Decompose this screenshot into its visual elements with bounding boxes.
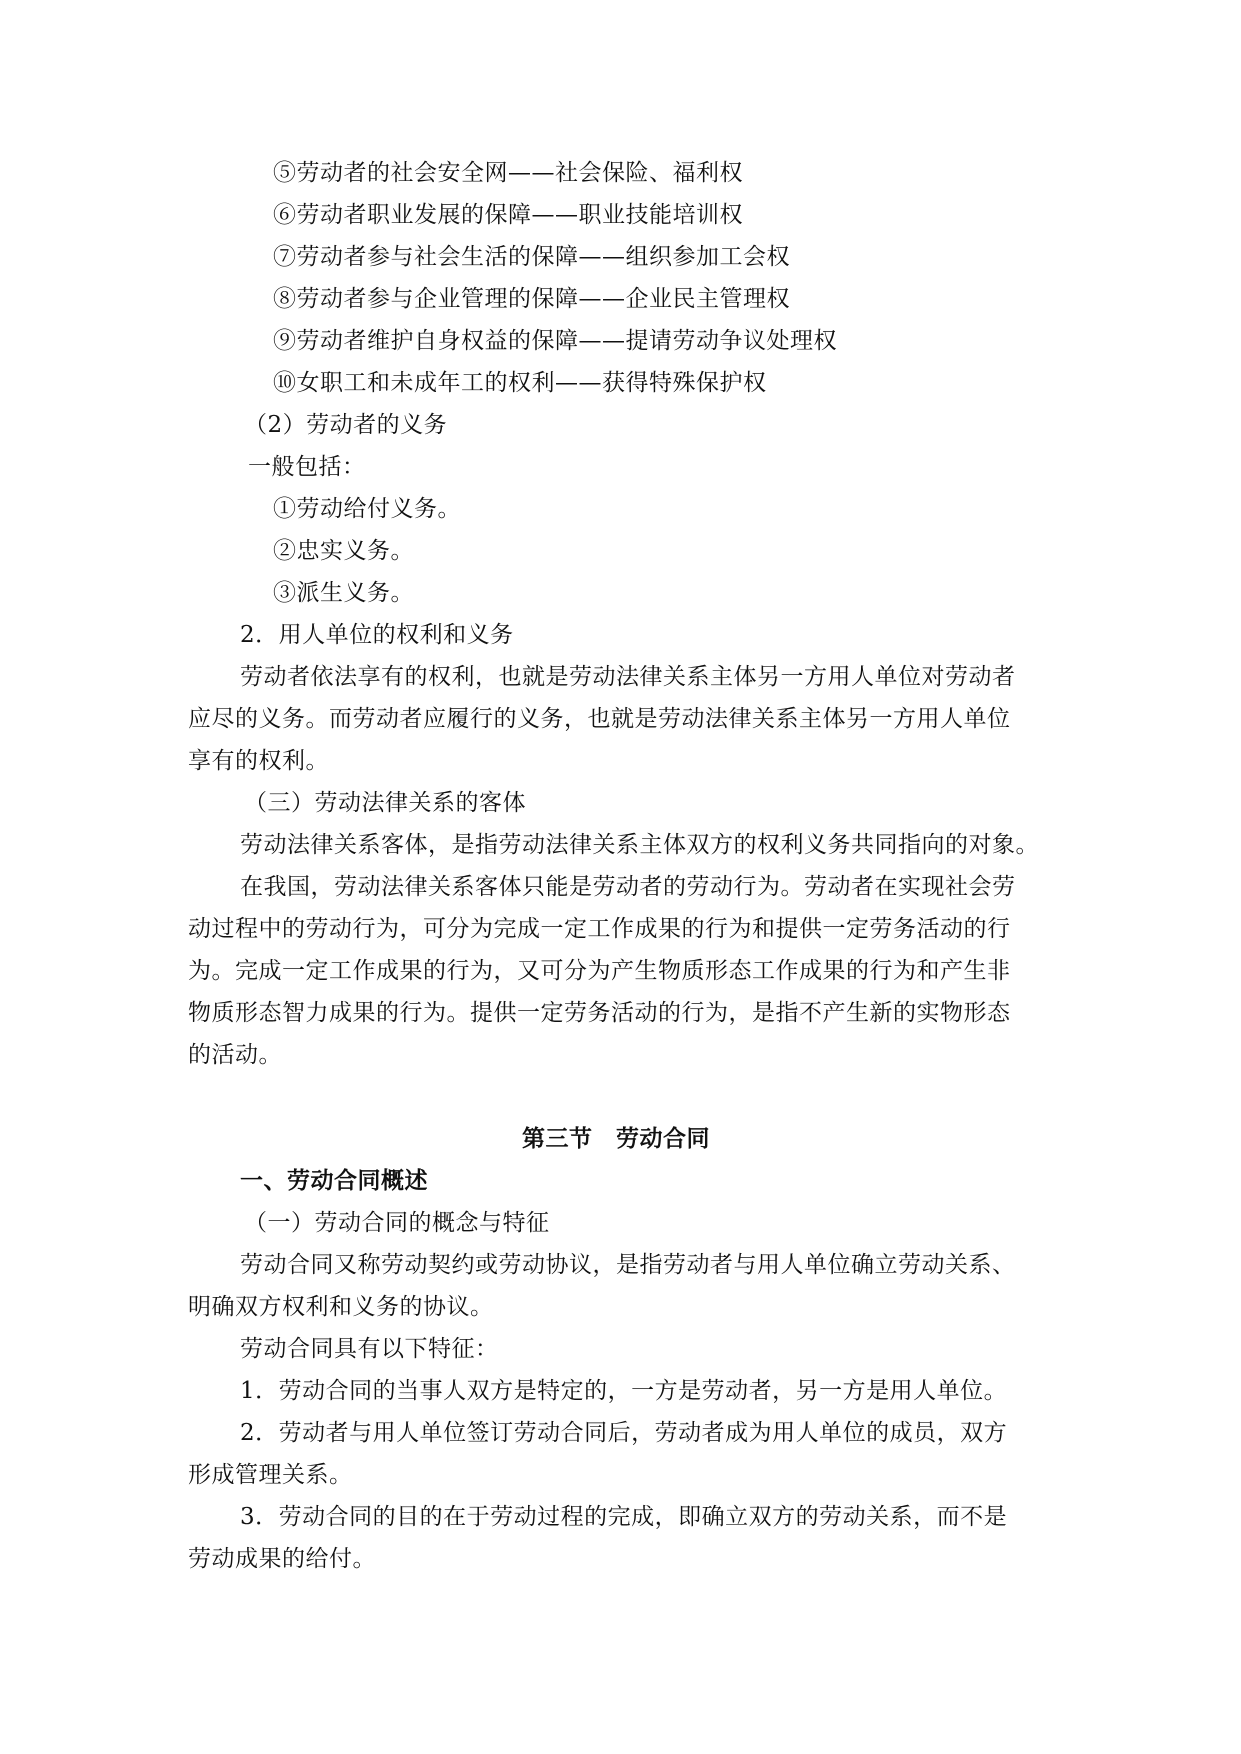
concept-para-line: 明确双方权利和义务的协议。: [188, 1294, 494, 1320]
object-para2-line: 在我国，劳动法律关系客体只能是劳动者的劳动行为。劳动者在实现社会劳: [240, 874, 1016, 900]
object-para1: 劳动法律关系客体，是指劳动法律关系主体双方的权利义务共同指向的对象。: [240, 832, 1039, 858]
object-para2-line: 的活动。: [188, 1042, 282, 1068]
section-title: 第三节 劳动合同: [522, 1125, 710, 1152]
employer-para-line: 享有的权利。: [188, 748, 329, 774]
rights-item-5: ⑤劳动者的社会安全网——社会保险、福利权: [273, 160, 743, 186]
duties-item-3: ③派生义务。: [273, 580, 414, 606]
feature-2-line: 2．劳动者与用人单位签订劳动合同后，劳动者成为用人单位的成员，双方: [240, 1420, 1008, 1446]
duties-item-1: ①劳动给付义务。: [273, 496, 461, 522]
rights-item-9: ⑨劳动者维护自身权益的保障——提请劳动争议处理权: [273, 328, 837, 354]
employer-para-line: 应尽的义务。而劳动者应履行的义务，也就是劳动法律关系主体另一方用人单位: [188, 706, 1011, 732]
employer-para-line: 劳动者依法享有的权利，也就是劳动法律关系主体另一方用人单位对劳动者: [240, 664, 1016, 690]
concept-heading: （一）劳动合同的概念与特征: [244, 1210, 550, 1236]
employer-heading: 2．用人单位的权利和义务: [240, 622, 514, 648]
feature-3-line: 3．劳动合同的目的在于劳动过程的完成，即确立双方的劳动关系，而不是: [240, 1504, 1008, 1530]
rights-item-6: ⑥劳动者职业发展的保障——职业技能培训权: [273, 202, 743, 228]
concept-para-line: 劳动合同又称劳动契约或劳动协议，是指劳动者与用人单位确立劳动关系、: [240, 1252, 1016, 1278]
duties-intro: 一般包括：: [248, 454, 366, 480]
duties-heading: （2）劳动者的义务: [244, 412, 448, 438]
rights-item-7: ⑦劳动者参与社会生活的保障——组织参加工会权: [273, 244, 790, 270]
duties-item-2: ②忠实义务。: [273, 538, 414, 564]
feature-2-line: 形成管理关系。: [188, 1462, 353, 1488]
part-heading: 一、劳动合同概述: [240, 1167, 428, 1194]
features-intro: 劳动合同具有以下特征：: [240, 1336, 499, 1362]
rights-item-10: ⑩女职工和未成年工的权利——获得特殊保护权: [273, 370, 767, 396]
object-para2-line: 动过程中的劳动行为，可分为完成一定工作成果的行为和提供一定劳务活动的行: [188, 916, 1011, 942]
object-heading: （三）劳动法律关系的客体: [244, 790, 526, 816]
rights-item-8: ⑧劳动者参与企业管理的保障——企业民主管理权: [273, 286, 790, 312]
object-para2-line: 物质形态智力成果的行为。提供一定劳务活动的行为，是指不产生新的实物形态: [188, 1000, 1011, 1026]
feature-3-line: 劳动成果的给付。: [188, 1546, 376, 1572]
feature-1: 1．劳动合同的当事人双方是特定的，一方是劳动者，另一方是用人单位。: [240, 1378, 1008, 1404]
object-para2-line: 为。完成一定工作成果的行为，又可分为产生物质形态工作成果的行为和产生非: [188, 958, 1011, 984]
